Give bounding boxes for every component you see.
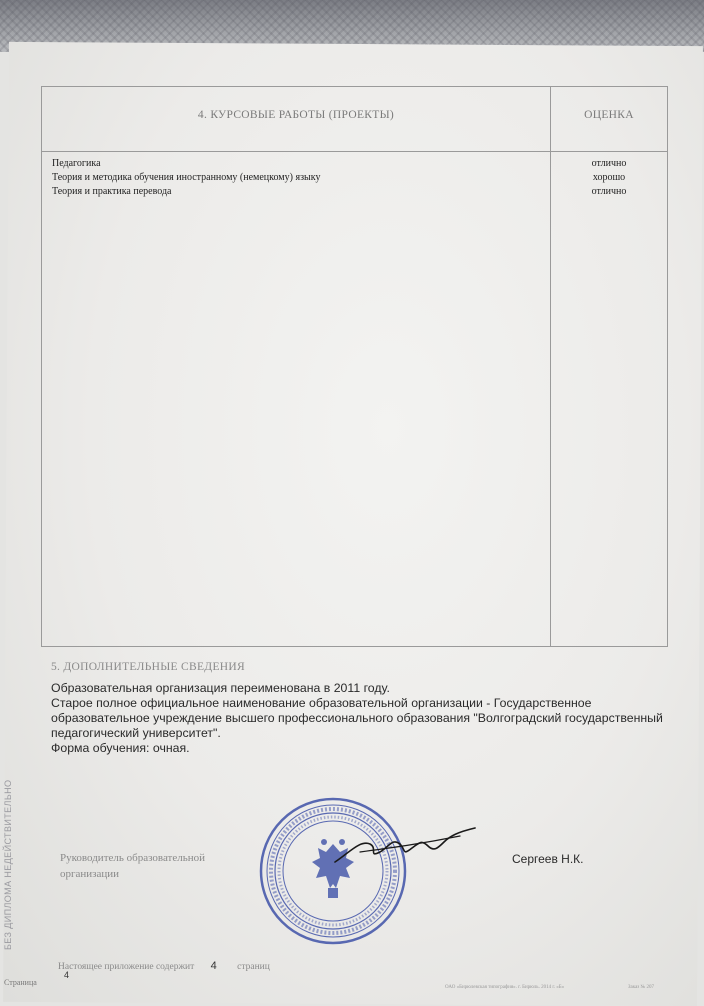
grade-value: отлично (591, 158, 627, 169)
signature-mark (330, 822, 480, 872)
info-line: образовательное учреждение высшего профессионального образования "Волгоградский государственный (51, 711, 663, 725)
info-line: Старое полное официальное наименование образовательной организации - Государственное (51, 696, 592, 710)
grade-value: хорошо (592, 172, 626, 183)
director-name: Сергеев Н.К. (512, 852, 584, 866)
director-label (60, 850, 205, 882)
header-divider (42, 151, 667, 152)
vertical-side-text: БЕЗ ДИПЛОМА НЕДЕЙСТВИТЕЛЬНО (3, 779, 13, 950)
section5-title: 5. ДОПОЛНИТЕЛЬНЫЕ СВЕДЕНИЯ (51, 661, 245, 673)
subject-list (52, 157, 320, 199)
page-count-line (58, 960, 270, 972)
page-count-prefix: Настоящее приложение содержит (58, 962, 195, 972)
info-line: Форма обучения: очная. (51, 741, 190, 755)
subject-name: Педагогика (52, 158, 101, 169)
info-line: педагогический университет". (51, 726, 221, 740)
page-count-suffix: страниц (237, 962, 270, 972)
info-line: Образовательная организация переименована в 2011 году. (51, 681, 390, 695)
subject-name: Теория и методика обучения иностранному (немецкому) языку (52, 172, 321, 183)
subject-name: Теория и практика перевода (52, 186, 172, 197)
director-label-line: Руководитель образовательной (60, 852, 206, 864)
printer-note: ОАО «Бирюлевская типография». г. Бирюль. 2014 г. «Б» (445, 985, 565, 990)
page-label: Страница (4, 978, 37, 987)
additional-info (51, 681, 671, 756)
director-label-line: организации (60, 868, 120, 880)
coursework-table (41, 86, 668, 647)
grade-list (550, 157, 668, 199)
page-footer (4, 970, 70, 987)
section4-title: 4. КУРСОВЫЕ РАБОТЫ (ПРОЕКТЫ) (197, 109, 395, 121)
grade-value: отлично (591, 186, 627, 197)
order-note: Заказ № 207 (628, 985, 655, 990)
page-count-value: 4 (210, 960, 217, 972)
grade-column-header: ОЦЕНКА (584, 109, 634, 121)
page-number: 4 (64, 970, 70, 980)
